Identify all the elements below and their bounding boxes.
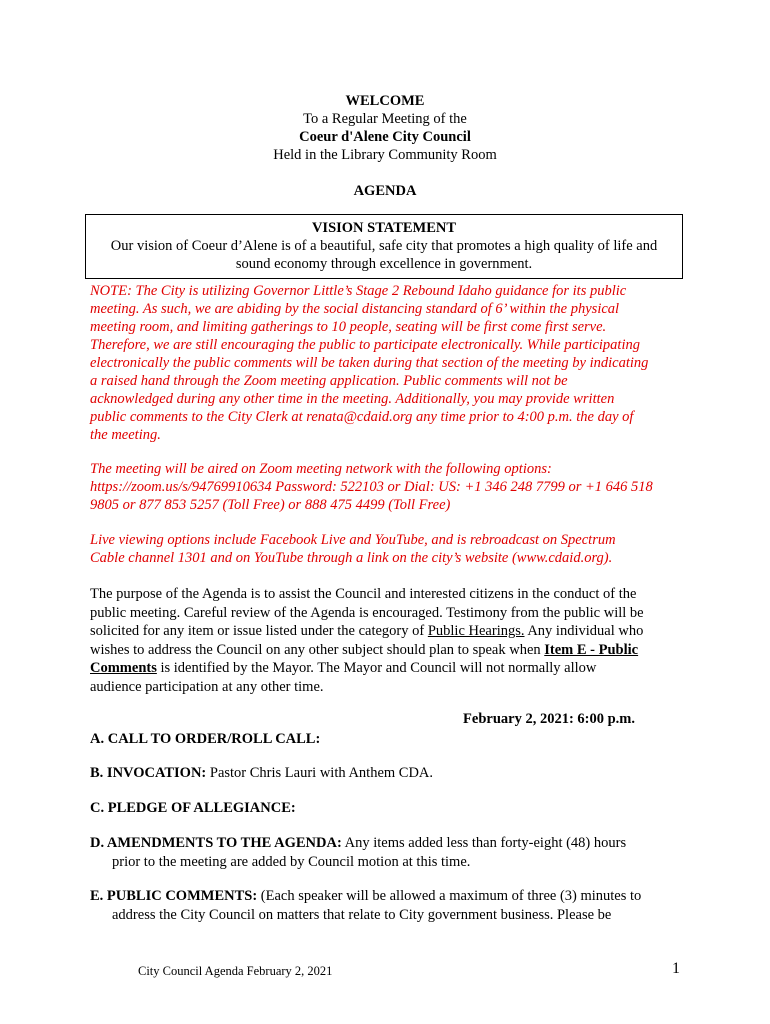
covid-note <box>90 282 690 444</box>
purpose-line: The purpose of the Agenda is to assist the Council and interested citizens in the conduct of the <box>90 586 637 602</box>
item-text: prior to the meeting are added by Council motion at this time. <box>112 853 471 870</box>
purpose-text: Any individual who <box>524 623 644 640</box>
note-line: a raised hand through the Zoom meeting application. Public comments will not be <box>90 373 568 389</box>
purpose-line <box>90 641 690 660</box>
note-line: public comments to the City Clerk at renata@cdaid.org any time prior to 4:00 p.m. the day of <box>90 409 634 425</box>
note-line: electronically the public comments will be taken during that section of the meeting by indicating <box>90 355 649 371</box>
zoom-line: The meeting will be aired on Zoom meeting network with the following options: <box>90 461 552 477</box>
page-number: 1 <box>672 960 680 977</box>
purpose-line: public meeting. Careful review of the Agenda is encouraged. Testimony from the public will be <box>90 604 644 621</box>
live-line: Live viewing options include Facebook Live and YouTube, and is rebroadcast on Spectrum <box>90 532 616 548</box>
zoom-line: https://zoom.us/s/94769910634 Password: 522103 or Dial: US: +1 346 248 7799 or +1 646 518 <box>90 479 653 495</box>
item-label: E. PUBLIC COMMENTS: <box>90 888 258 904</box>
header-location: Held in the Library Community Room <box>273 147 497 163</box>
zoom-line: 9805 or 877 853 5257 (Toll Free) or 888 475 4499 (Toll Free) <box>90 497 451 513</box>
note-line: meeting. As such, we are abiding by the social distancing standard of 6’ within the physical <box>90 301 620 317</box>
agenda-item-d <box>90 834 690 871</box>
note-line: NOTE: The City is utilizing Governor Little’s Stage 2 Rebound Idaho guidance for its public <box>90 283 627 299</box>
live-line: Cable channel 1301 and on YouTube through a link on the city’s website (www.cdaid.org). <box>90 550 613 566</box>
agenda-title: AGENDA <box>353 183 417 199</box>
vision-text-line-2: sound economy through excellence in government. <box>235 256 533 272</box>
header-line-2: To a Regular Meeting of the <box>303 111 467 127</box>
item-text: (Each speaker will be allowed a maximum of three (3) minutes to <box>257 888 642 904</box>
vision-statement-box <box>85 214 683 279</box>
agenda-item-e <box>90 887 690 924</box>
purpose-line <box>90 659 690 678</box>
item-label: B. INVOCATION: <box>90 765 207 781</box>
note-line: meeting room, and limiting gatherings to 10 people, seating will be first come first serve. <box>90 319 607 335</box>
item-text: address the City Council on matters that relate to City government business. Please be <box>112 906 612 923</box>
item-text: Pastor Chris Lauri with Anthem CDA. <box>206 765 434 781</box>
item-label: D. AMENDMENTS TO THE AGENDA: <box>90 835 342 851</box>
agenda-item-a <box>90 730 690 749</box>
purpose-text: solicited for any item or issue listed under the category of <box>90 623 428 640</box>
public-hearings-ref: Public Hearings. <box>427 623 525 640</box>
purpose-text: wishes to address the Council on any other subject should plan to speak when <box>90 641 545 658</box>
live-viewing-info <box>90 531 690 567</box>
purpose-line <box>90 622 690 641</box>
vision-text-line-1: Our vision of Coeur d’Alene is of a beautiful, safe city that promotes a high quality of life and <box>110 238 658 254</box>
page-footer: City Council Agenda February 2, 2021 <box>138 964 333 978</box>
purpose-text: is identified by the Mayor. The Mayor and Council will not normally allow <box>156 660 597 677</box>
welcome-title: WELCOME <box>345 93 425 109</box>
agenda-purpose <box>90 585 690 697</box>
item-label: A. CALL TO ORDER/ROLL CALL: <box>90 731 321 747</box>
note-line: Therefore, we are still encouraging the public to participate electronically. While participating <box>90 337 640 353</box>
comments-ref: Comments <box>90 660 157 677</box>
agenda-item-c <box>90 799 690 818</box>
welcome-header <box>0 92 770 164</box>
vision-title: VISION STATEMENT <box>311 220 457 236</box>
item-e-ref: Item E - Public <box>544 641 639 658</box>
meeting-date: February 2, 2021: 6:00 p.m. <box>463 711 635 727</box>
council-name: Coeur d'Alene City Council <box>299 129 471 145</box>
item-label: C. PLEDGE OF ALLEGIANCE: <box>90 800 296 816</box>
note-line: the meeting. <box>90 427 161 443</box>
agenda-item-b <box>90 764 690 783</box>
purpose-line: audience participation at any other time. <box>90 678 324 695</box>
note-line: acknowledged during any other time in the meeting. Additionally, you may provide written <box>90 391 615 407</box>
zoom-info <box>90 460 690 514</box>
item-text: Any items added less than forty-eight (48) hours <box>341 835 627 851</box>
